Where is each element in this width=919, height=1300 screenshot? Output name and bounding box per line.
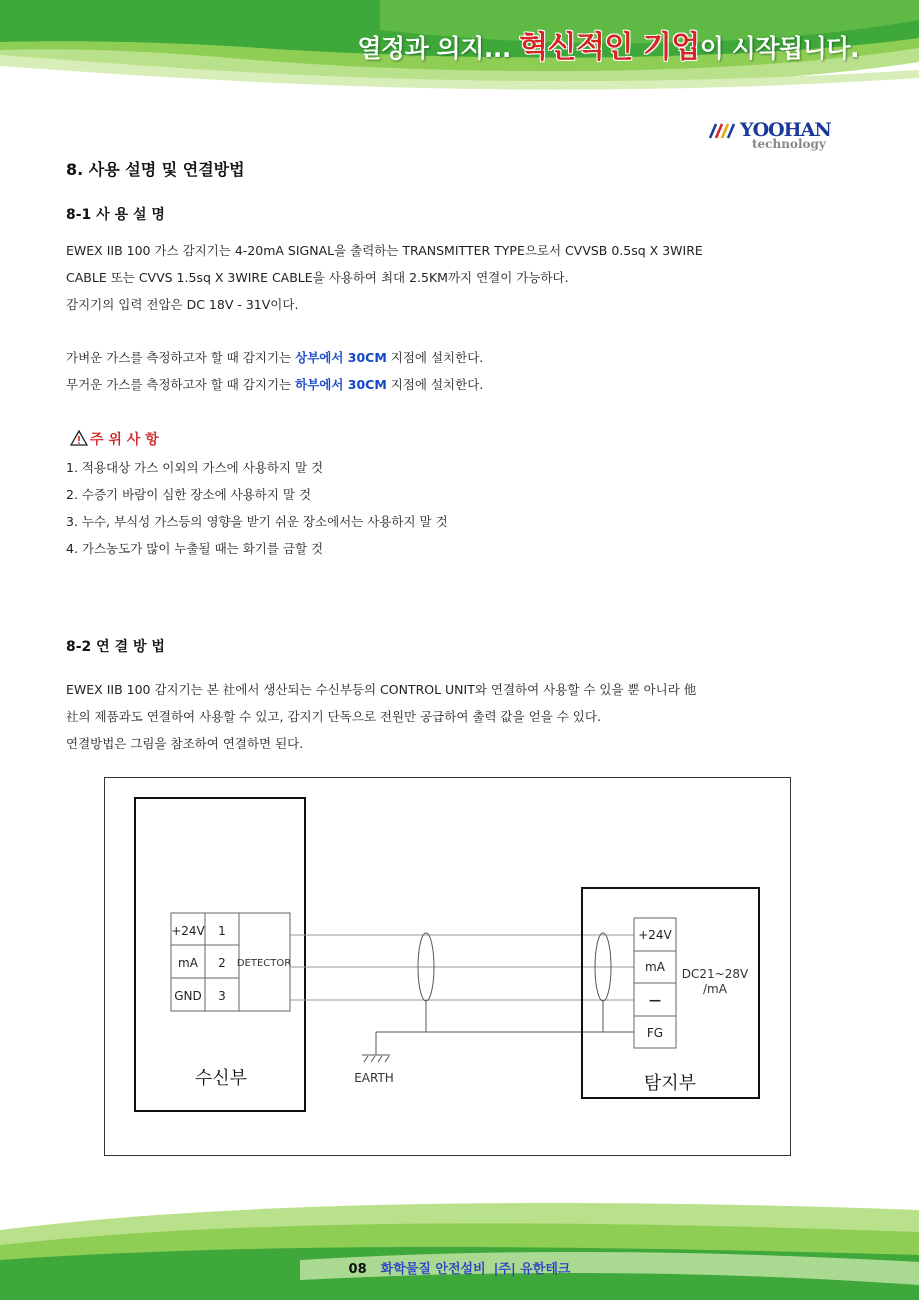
receiver-term-name: +24V [171, 924, 205, 938]
slogan-highlight: 혁신적인 기업 [519, 30, 700, 65]
receiver-term-num: 1 [218, 924, 226, 938]
connection-heading: 8-2 연 결 방 법 [66, 639, 165, 655]
usage-text [66, 237, 703, 318]
detector-label: 탐지부 [643, 1073, 697, 1094]
wiring-diagram [104, 777, 791, 1156]
usage-line: EWEX IIB 100 가스 감지기는 4-20mA SIGNAL을 출력하는 TRANSMITTER TYPE으로서 CVVSB 0.5sq X 3WIRE [66, 243, 703, 258]
caution-item: 4. 가스농도가 많이 누출될 때는 화기를 금할 것 [66, 541, 324, 556]
spec-unit: /mA [703, 982, 727, 996]
caution-item: 1. 적용대상 가스 이외의 가스에 사용하지 말 것 [66, 460, 324, 475]
install-heavy-line: 무거운 가스를 측정하고자 할 때 감지기는 하부에서 30CM 지점에 설치한다. [66, 377, 484, 392]
logo-sub: technology [752, 137, 826, 151]
install-light-line: 가벼운 가스를 측정하고자 할 때 감지기는 상부에서 30CM 지점에 설치한다. [66, 350, 484, 365]
company-logo [706, 112, 856, 152]
usage-line: CABLE 또는 CVVS 1.5sq X 3WIRE CABLE을 사용하여 최대 2.5KM까지 연결이 가능하다. [66, 270, 569, 285]
caution-heading: 주 위 사 항 [70, 429, 159, 449]
logo-stripes-icon [710, 124, 734, 138]
detector-box-label: DETECTOR [236, 958, 292, 969]
receiver-term-num: 2 [218, 956, 226, 970]
detector-term: +24V [638, 928, 672, 942]
receiver-term-name: GND [174, 989, 202, 1003]
receiver-label: 수신부 [194, 1068, 248, 1089]
footer-banner [0, 1190, 919, 1300]
connection-text [66, 676, 696, 757]
usage-heading: 8-1 사 용 설 명 [66, 207, 165, 223]
footer-company: |주| 유한테크 [493, 1262, 571, 1277]
earth-label: EARTH [354, 1071, 394, 1085]
detector-term: — [649, 993, 661, 1007]
detector-term: FG [646, 1026, 664, 1040]
connection-line: 연결방법은 그림을 참조하여 연결하면 된다. [66, 736, 304, 751]
logo-main: YOOHAN [740, 119, 831, 141]
footer-title: 화학물질 안전설비 [380, 1262, 486, 1277]
caution-item: 3. 누수, 부식성 가스등의 영향을 받기 쉬운 장소에서는 사용하지 말 것 [66, 514, 448, 529]
section-title: 8. 사용 설명 및 연결방법 [66, 160, 245, 179]
receiver-term-num: 3 [218, 989, 226, 1003]
install-text [66, 344, 483, 398]
caution-item: 2. 수증기 바람이 심한 장소에 사용하지 말 것 [66, 487, 312, 502]
warning-icon [70, 430, 88, 446]
install-light-position: 상부에서 30CM [295, 350, 387, 365]
usage-line: 감지기의 입력 전압은 DC 18V - 31V이다. [66, 297, 299, 312]
caution-list [66, 454, 448, 562]
connection-line: 社의 제품과도 연결하여 사용할 수 있고, 감지기 단독으로 전원만 공급하여 출력 값을 얻을 수 있다. [66, 709, 601, 724]
slogan: 열정과 의지... 혁신적인 기업이 시작됩니다. [357, 30, 859, 65]
connection-line: EWEX IIB 100 감지기는 본 社에서 생산되는 수신부등의 CONTROL UNIT와 연결하여 사용할 수 있을 뿐 아니라 他 [66, 682, 697, 697]
receiver-term-name: mA [178, 956, 198, 970]
page-number: 08 [348, 1262, 367, 1277]
detector-term: mA [645, 960, 665, 974]
spec-voltage: DC21~28V [681, 967, 749, 981]
footer-text [0, 1258, 919, 1277]
install-heavy-position: 하부에서 30CM [295, 377, 387, 392]
